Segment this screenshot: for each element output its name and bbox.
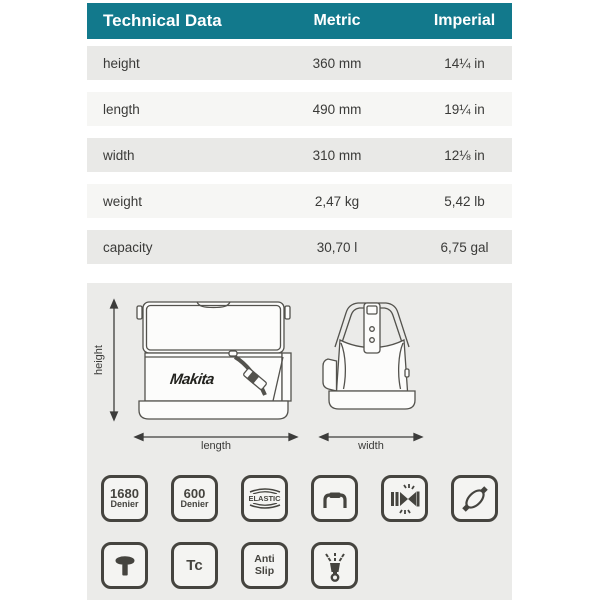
handle-badge bbox=[311, 475, 358, 522]
buckle-badge bbox=[381, 475, 428, 522]
row-label: length bbox=[103, 101, 140, 117]
stud-foot-badge bbox=[101, 542, 148, 589]
elastic-wave-top-icon bbox=[248, 485, 282, 494]
metric-value: 360 mm bbox=[312, 55, 362, 71]
metric-value: 30,70 l bbox=[316, 239, 358, 255]
row-label: height bbox=[103, 55, 140, 71]
height-dimension-label: height bbox=[93, 345, 105, 375]
dimension-diagrams bbox=[87, 283, 512, 461]
imperial-value: 5,42 lb bbox=[444, 193, 485, 209]
row-label: weight bbox=[103, 193, 143, 209]
handle-icon bbox=[317, 481, 353, 517]
feature-badges-row-2 bbox=[101, 542, 358, 589]
zipper-icon bbox=[317, 548, 353, 584]
features-panel bbox=[87, 283, 512, 600]
denier-1680-badge: 1680 Denier bbox=[101, 475, 148, 522]
metric-value: 2,47 kg bbox=[314, 193, 360, 209]
imperial-value: 6,75 gal bbox=[440, 239, 489, 255]
metric-value: 490 mm bbox=[312, 101, 362, 117]
shoulder-strap-badge bbox=[451, 475, 498, 522]
height-arrow bbox=[111, 300, 118, 420]
column-header-metric: Metric bbox=[313, 12, 361, 29]
stud-foot-icon bbox=[107, 548, 143, 584]
table-row bbox=[87, 92, 512, 126]
makita-logo: Makita bbox=[168, 371, 216, 388]
elastic-badge: ELASTIC bbox=[241, 475, 288, 522]
row-label: capacity bbox=[103, 239, 153, 255]
table-row bbox=[87, 184, 512, 218]
spec-sheet bbox=[87, 3, 512, 577]
feature-badges-row-1 bbox=[101, 475, 498, 522]
length-dimension-label: length bbox=[201, 440, 231, 452]
row-label: width bbox=[103, 147, 135, 163]
width-dimension-label: width bbox=[358, 440, 384, 452]
anti-slip-badge: Anti Slip bbox=[241, 542, 288, 589]
column-header-imperial: Imperial bbox=[433, 12, 496, 29]
table-row bbox=[87, 138, 512, 172]
toolbag-line-drawings bbox=[87, 283, 512, 461]
buckle-click-icon bbox=[387, 481, 423, 517]
table-header bbox=[87, 3, 512, 39]
zipper-badge bbox=[311, 542, 358, 589]
imperial-value: 14¼ in bbox=[444, 55, 485, 71]
metric-value: 310 mm bbox=[312, 147, 362, 163]
table-row bbox=[87, 46, 512, 80]
imperial-value: 19¼ in bbox=[444, 101, 485, 117]
shoulder-strap-icon bbox=[457, 481, 493, 517]
table-row bbox=[87, 230, 512, 264]
imperial-value: 12⅛ in bbox=[444, 147, 485, 163]
tc-badge: Tc bbox=[171, 542, 218, 589]
elastic-wave-bottom-icon bbox=[248, 503, 282, 512]
denier-600-badge: 600 Denier bbox=[171, 475, 218, 522]
table-title: Technical Data bbox=[103, 11, 222, 30]
